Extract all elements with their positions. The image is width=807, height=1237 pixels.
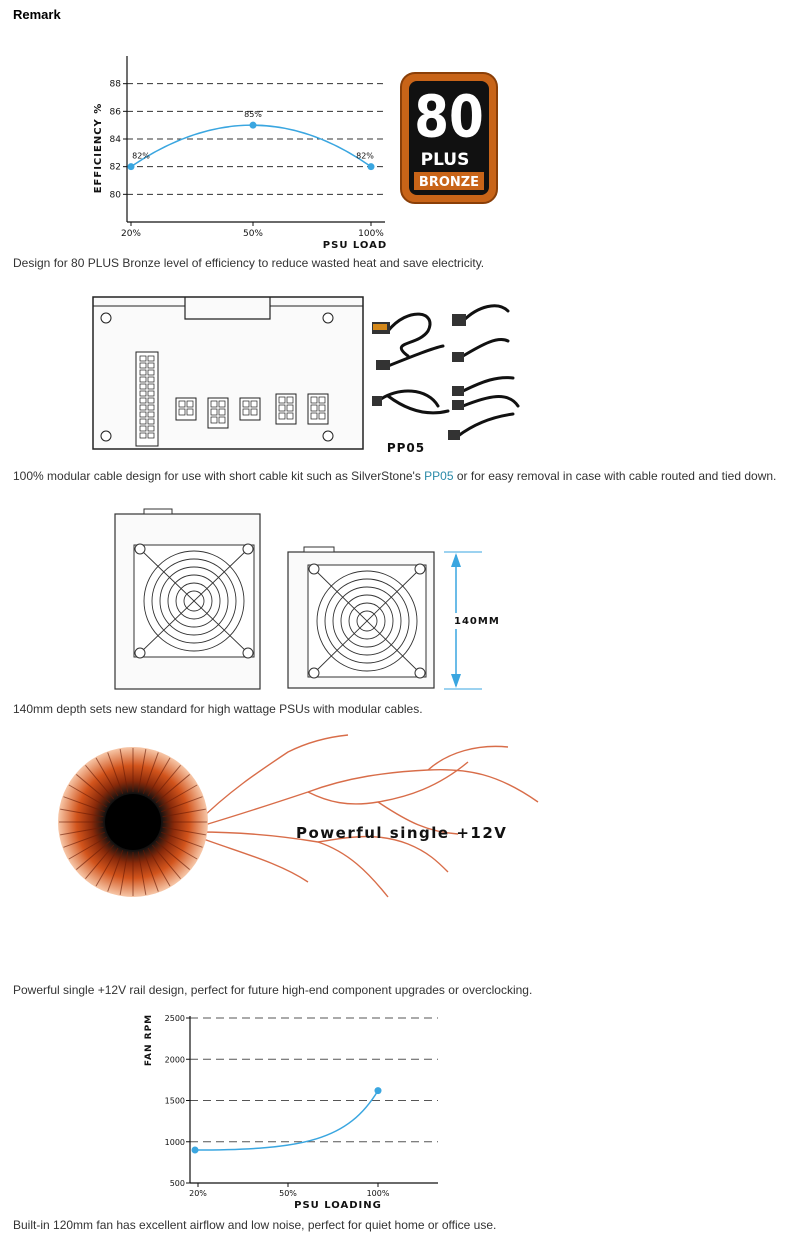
socket-pin xyxy=(219,417,225,423)
efficiency-chart xyxy=(85,48,405,253)
atx-pin xyxy=(140,391,146,396)
pp05-label: PP05 xyxy=(386,441,426,455)
atx-pin xyxy=(140,419,146,424)
atx-pin xyxy=(140,433,146,438)
socket-pin xyxy=(179,409,185,415)
depth-caption: 140mm depth sets new standard for high wattage PSUs with modular cables. xyxy=(13,702,423,716)
efficiency-x-tick-label: 20% xyxy=(120,229,142,239)
socket-pin xyxy=(211,401,217,407)
badge-plus: PLUS xyxy=(420,150,470,170)
socket-pin xyxy=(279,405,285,411)
efficiency-series-line xyxy=(131,125,371,166)
socket-pin xyxy=(179,401,185,407)
depth-comparison-illustration xyxy=(112,509,500,694)
socket-pin xyxy=(187,409,193,415)
atx-pin xyxy=(140,398,146,403)
atx-pin xyxy=(140,356,146,361)
efficiency-y-axis-label: EFFICIENCY % xyxy=(93,102,104,194)
efficiency-data-label: 82% xyxy=(356,151,374,161)
badge-level: BRONZE xyxy=(418,175,480,190)
efficiency-x-tick-label: 50% xyxy=(242,229,264,239)
modular-panel-illustration xyxy=(90,294,370,456)
fan-data-point xyxy=(375,1087,382,1094)
atx-pin xyxy=(148,384,154,389)
efficiency-data-label: 82% xyxy=(132,151,150,161)
fan-data-point xyxy=(192,1147,199,1154)
fan-y-tick-label: 1500 xyxy=(164,1096,185,1106)
atx-pin xyxy=(140,426,146,431)
atx-pin xyxy=(148,398,154,403)
fan-x-tick-label: 50% xyxy=(279,1189,297,1198)
atx-pin xyxy=(148,419,154,424)
efficiency-y-tick-label: 82 xyxy=(109,162,121,173)
fan-x-tick-label: 100% xyxy=(366,1189,390,1198)
socket-pin xyxy=(219,409,225,415)
socket-pin xyxy=(219,401,225,407)
socket-pin xyxy=(243,409,249,415)
fan-y-tick-label: 500 xyxy=(169,1179,185,1188)
atx-pin xyxy=(148,363,154,368)
socket-pin xyxy=(279,413,285,419)
atx-pin xyxy=(148,433,154,438)
fan-series-line xyxy=(195,1091,378,1150)
efficiency-y-tick-label: 84 xyxy=(109,135,121,145)
fan-y-axis-label: FAN RPM xyxy=(144,1013,154,1067)
modular-caption: 100% modular cable design for use with short cable kit such as SilverStone's PP05 or for easy removal in case with cable routed and tied down. xyxy=(13,469,777,483)
rail-caption: Powerful single +12V rail design, perfect for future high-end component upgrades or overclocking. xyxy=(13,983,533,997)
socket-pin xyxy=(287,405,293,411)
socket-pin xyxy=(287,413,293,419)
pp05-link[interactable]: PP05 xyxy=(424,469,454,483)
socket-pin xyxy=(311,405,317,411)
socket-pin xyxy=(211,417,217,423)
atx-pin xyxy=(140,412,146,417)
atx-pin xyxy=(148,356,154,361)
socket-pin xyxy=(279,397,285,403)
atx-pin xyxy=(148,405,154,410)
fan-x-tick-label: 20% xyxy=(189,1189,207,1198)
atx-pin xyxy=(140,377,146,382)
socket-pin xyxy=(187,401,193,407)
single-rail-banner xyxy=(48,732,548,912)
pp05-cable-kit-illustration xyxy=(368,296,528,456)
efficiency-data-point xyxy=(250,122,257,129)
socket-pin xyxy=(311,397,317,403)
section-heading: Remark xyxy=(13,7,61,22)
atx-pin xyxy=(140,405,146,410)
atx-pin xyxy=(148,426,154,431)
efficiency-data-point xyxy=(128,163,135,170)
socket-pin xyxy=(311,413,317,419)
fan-y-tick-label: 1000 xyxy=(164,1137,185,1147)
fan-rpm-chart xyxy=(138,1008,448,1213)
atx-pin xyxy=(140,370,146,375)
socket-pin xyxy=(319,413,325,419)
rail-banner-text: Powerful single +12V xyxy=(296,824,508,842)
efficiency-x-axis-label: PSU LOAD xyxy=(322,240,388,251)
efficiency-x-tick-label: 100% xyxy=(358,229,384,239)
fan-y-tick-label: 2500 xyxy=(164,1014,185,1023)
efficiency-y-tick-label: 86 xyxy=(109,107,121,118)
socket-pin xyxy=(319,405,325,411)
atx-pin xyxy=(148,412,154,417)
fan-x-axis-label: PSU LOADING xyxy=(294,1200,382,1211)
efficiency-data-label: 85% xyxy=(244,110,262,120)
atx-pin xyxy=(148,391,154,396)
atx-pin xyxy=(140,384,146,389)
socket-pin xyxy=(319,397,325,403)
80-plus-bronze-badge xyxy=(400,72,498,204)
badge-number: 80 xyxy=(414,83,484,151)
socket-pin xyxy=(211,409,217,415)
socket-pin xyxy=(251,401,257,407)
efficiency-data-point xyxy=(368,163,375,170)
socket-pin xyxy=(243,401,249,407)
atx-pin xyxy=(148,370,154,375)
socket-pin xyxy=(251,409,257,415)
efficiency-y-tick-label: 88 xyxy=(109,79,121,90)
atx-pin xyxy=(148,377,154,382)
atx-pin xyxy=(140,363,146,368)
efficiency-caption: Design for 80 PLUS Bronze level of efficiency to reduce wasted heat and save electricity. xyxy=(13,256,485,270)
depth-dimension-label: 140MM xyxy=(454,616,500,627)
fan-caption: Built-in 120mm fan has excellent airflow and low noise, perfect for quiet home or office use. xyxy=(13,1218,497,1232)
fan-y-tick-label: 2000 xyxy=(164,1055,185,1065)
socket-pin xyxy=(287,397,293,403)
efficiency-y-tick-label: 80 xyxy=(109,190,121,201)
